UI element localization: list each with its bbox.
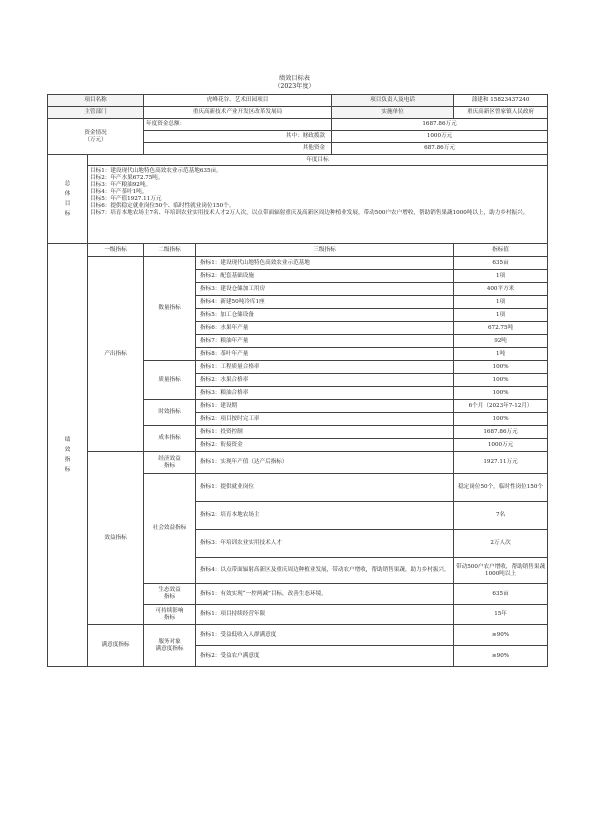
indicator-name: 指标8：茶叶年产量 [196, 348, 454, 361]
indicator-name: 指标2：培育本地农场主 [196, 502, 454, 530]
funds-total-row [48, 119, 548, 131]
overall-goal-list [88, 166, 548, 244]
indicator-name: 指标2：水果合格率 [196, 374, 454, 387]
indicator-value: 2万人次 [454, 530, 548, 558]
goal-item: 目标7：培育本地农场主7名、年培训农业实用技术人才2万人次，以点带面辐射重庆及高新区周边种植业发展，带动500户农户增收，帮助销售果蔬1000吨以上，助力乡村振兴。 [90, 210, 529, 216]
owner-label: 项目负责人及电话 [332, 95, 454, 107]
indicator-name: 指标2：受益农户满意度 [196, 646, 454, 667]
table-row [48, 257, 548, 270]
overall-goal-label: 总 体 目 标 [48, 155, 88, 244]
indicator-value: 7名 [454, 502, 548, 530]
funds-fiscal-label: 其中：财政拨款 [144, 131, 332, 143]
value-header: 指标值 [454, 244, 548, 257]
indicator-value: 100% [454, 361, 548, 374]
funds-other-label: 其他资金 [144, 143, 332, 155]
indicator-name: 指标1：有效实现“一控两减”目标，改善生态环境。 [196, 584, 454, 605]
goal-item: 目标2：年产水果672.75吨。 [90, 175, 164, 181]
economic-indicator-label: 经济效益 指标 [144, 452, 196, 474]
indicator-name: 指标1：建设现代山地特色高效农业示范基地 [196, 257, 454, 270]
indicator-name: 指标4：新建50吨冷库1座 [196, 296, 454, 309]
indicator-value: 15年 [454, 605, 548, 625]
indicator-value: ≥90% [454, 646, 548, 667]
funds-label: 资金情况 （万元） [48, 119, 144, 155]
indicator-name: 指标3：年培训农业实用技术人才 [196, 530, 454, 558]
indicator-value: 1000万元 [454, 439, 548, 452]
indicator-name: 指标2：配套基础设施 [196, 270, 454, 283]
indicator-value: 92吨 [454, 335, 548, 348]
quality-indicator-label: 质量指标 [144, 361, 196, 400]
indicator-name: 指标1：实现年产值（达产后指标） [196, 452, 454, 474]
level3-header: 三级指标 [196, 244, 454, 257]
overall-goal-row [48, 166, 548, 244]
indicator-name: 指标1：建设期 [196, 400, 454, 413]
indicator-value: 1项 [454, 270, 548, 283]
project-name-label: 项目名称 [48, 95, 144, 107]
table-row [48, 625, 548, 646]
indicator-value: 100% [454, 413, 548, 426]
indicator-name: 指标1：受益低收入人群满意度 [196, 625, 454, 646]
project-name-value: 虎峰花谷、艺术田园项目 [144, 95, 332, 107]
indicator-value: 400平方米 [454, 283, 548, 296]
timeliness-indicator-label: 时效指标 [144, 400, 196, 426]
funds-fiscal-value: 1000万元 [332, 131, 548, 143]
unit-label: 实施单位 [332, 107, 454, 119]
indicator-value: ≥90% [454, 625, 548, 646]
dept-value: 重庆高新技术产业开发区改革发展局 [144, 107, 332, 119]
satisfaction-indicator-label: 满意度指标 [88, 625, 144, 667]
indicator-name: 指标1：投资控制 [196, 426, 454, 439]
funds-other-value: 687.86万元 [332, 143, 548, 155]
sustainable-indicator-label: 可持续影响 指标 [144, 605, 196, 625]
output-indicator-label: 产出指标 [88, 257, 144, 452]
table-row [48, 452, 548, 474]
indicator-value: 稳定岗位50个，临时性岗位150个 [454, 474, 548, 502]
indicator-value: 1927.11万元 [454, 452, 548, 474]
indicator-header-row [48, 244, 548, 257]
indicator-value: 6个月（2023年7-12月） [454, 400, 548, 413]
goal-item: 目标6：提供稳定就业岗位50个、临时性就业岗位150个。 [90, 203, 235, 209]
ecological-indicator-label: 生态效益 指标 [144, 584, 196, 605]
unit-value: 重庆高新区曾家镇人民政府 [454, 107, 548, 119]
document-year: （2023年度） [274, 83, 315, 90]
performance-indicator-label: 绩 效 指 标 [48, 244, 88, 667]
goal-item: 目标4：年产茶叶1吨。 [90, 189, 148, 195]
indicator-value: 1吨 [454, 348, 548, 361]
funds-total-value: 1687.86万元 [332, 119, 548, 131]
funds-total-label: 年度资金总额： [144, 119, 332, 131]
goal-item: 目标3：年产粮油92吨。 [90, 182, 152, 188]
indicator-name: 指标5：加工仓储设备 [196, 309, 454, 322]
project-name-row [48, 95, 548, 107]
social-indicator-label: 社会效益指标 [144, 474, 196, 584]
indicator-name: 指标1：提供就业岗位 [196, 474, 454, 502]
benefit-indicator-label: 效益指标 [88, 452, 144, 625]
indicator-value: 1687.86万元 [454, 426, 548, 439]
level2-header: 二级指标 [144, 244, 196, 257]
dept-row [48, 107, 548, 119]
indicator-value: 带动500户农户增收，帮助销售果蔬1000吨以上 [454, 558, 548, 584]
indicator-value: 635亩 [454, 257, 548, 270]
cost-indicator-label: 成本指标 [144, 426, 196, 452]
indicator-name: 指标2：衔接资金 [196, 439, 454, 452]
indicator-value: 100% [454, 374, 548, 387]
goal-item: 目标1：建设现代山地特色高效农业示范基地635亩。 [90, 168, 222, 174]
service-satisfaction-label: 服务对象 满意度指标 [144, 625, 196, 667]
overall-goal-header-row [48, 155, 548, 166]
document-title: 绩效目标表 [279, 75, 310, 82]
indicator-name: 指标6：水果年产量 [196, 322, 454, 335]
indicator-name: 指标1：工程质量合格率 [196, 361, 454, 374]
performance-goal-table [47, 94, 548, 667]
indicator-value: 100% [454, 387, 548, 400]
level1-header: 一级指标 [88, 244, 144, 257]
owner-value: 蒲建和 15823437240 [454, 95, 548, 107]
indicator-name: 指标2：项目按时完工率 [196, 413, 454, 426]
dept-label: 主管部门 [48, 107, 144, 119]
annual-goal-header: 年度目标 [88, 155, 548, 166]
indicator-value: 1项 [454, 309, 548, 322]
goal-item: 目标5：年产值1927.11万元 [90, 196, 162, 202]
indicator-name: 指标1：项目持续经营年限 [196, 605, 454, 625]
indicator-value: 1项 [454, 296, 548, 309]
indicator-value: 672.75吨 [454, 322, 548, 335]
indicator-value: 635亩 [454, 584, 548, 605]
indicator-name: 指标7：粮油年产量 [196, 335, 454, 348]
indicator-name: 指标4：以点带面辐射高新区及重庆周边种植业发展，带动农户增收，帮助销售果蔬，助力乡村振兴。 [196, 558, 454, 584]
indicator-name: 指标3：建设仓储加工用房 [196, 283, 454, 296]
indicator-name: 指标3：粮油合格率 [196, 387, 454, 400]
quantity-indicator-label: 数量指标 [144, 257, 196, 361]
